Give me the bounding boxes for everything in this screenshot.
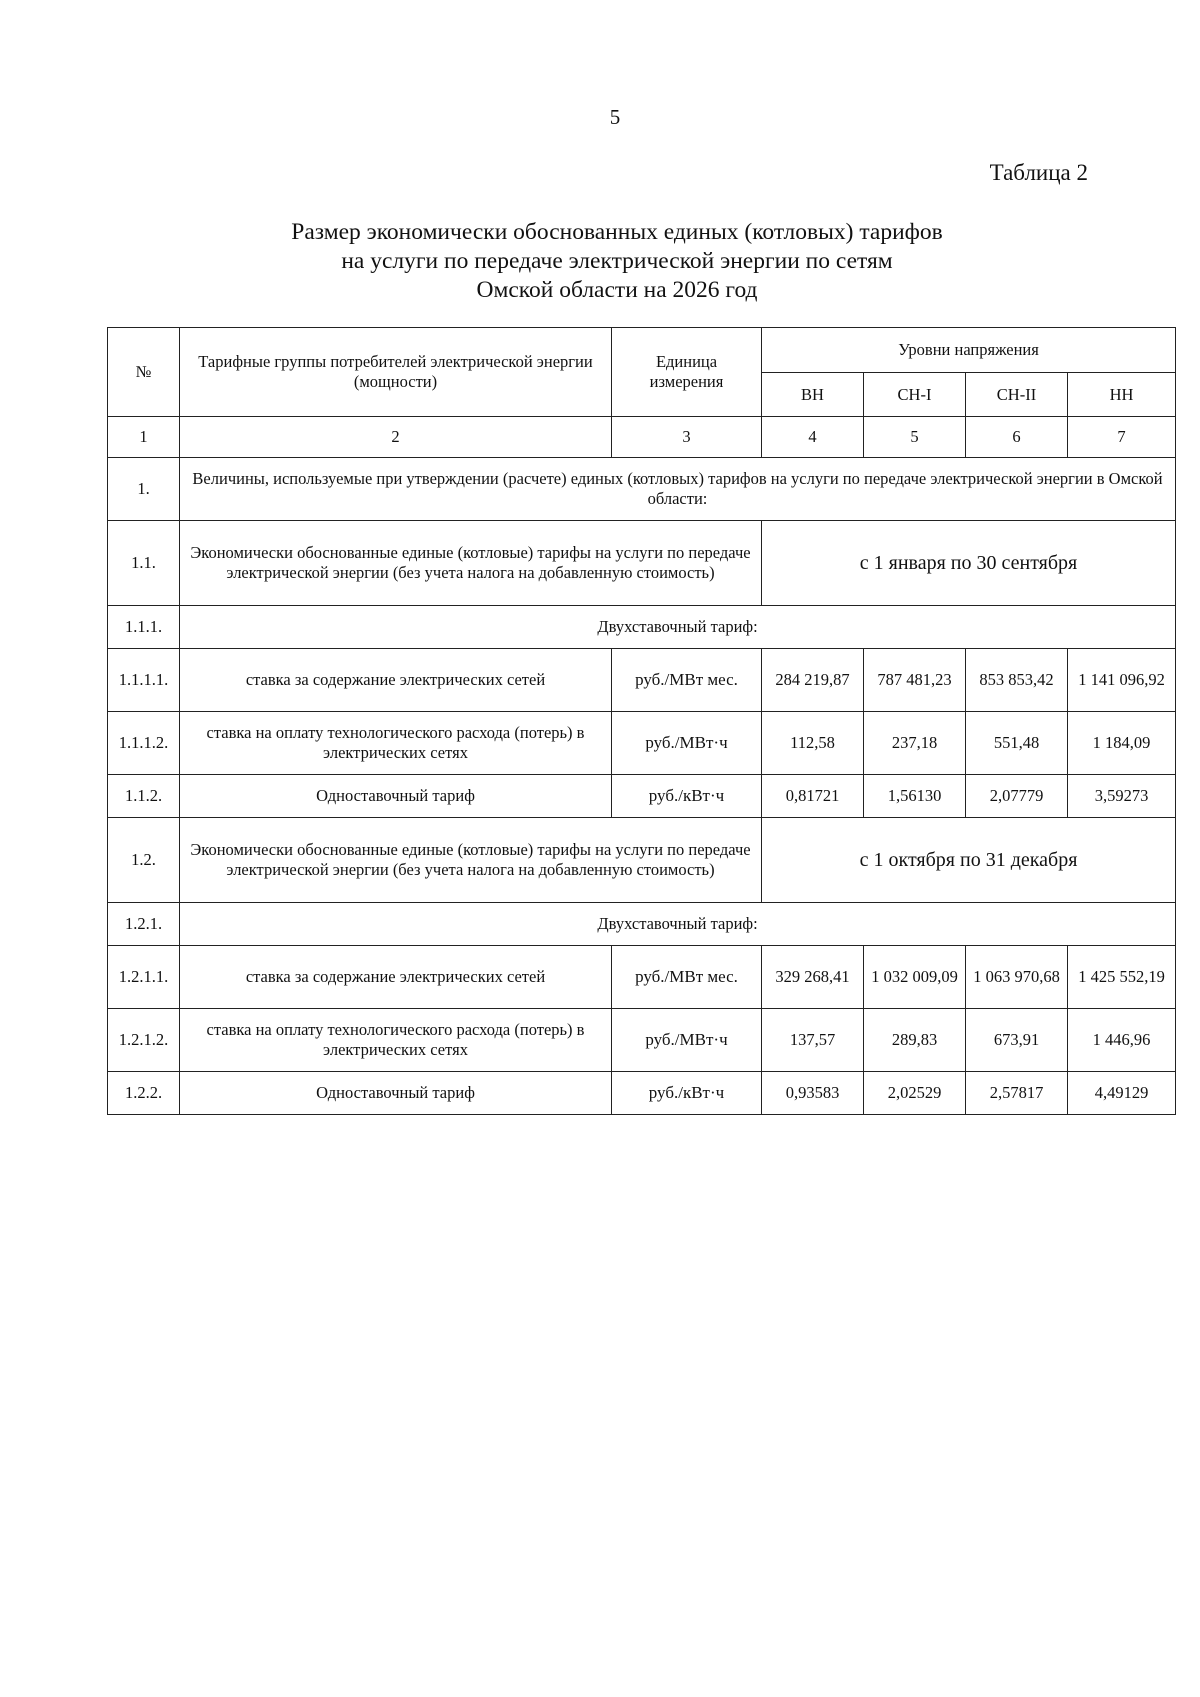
table-row: [108, 649, 1176, 712]
value-sn2: 1 063 970,68: [966, 946, 1068, 1009]
header-unit: Единица измерения: [612, 328, 762, 417]
header-vn: ВН: [762, 373, 864, 417]
row-unit: руб./МВт·ч: [612, 1009, 762, 1072]
row-text: Величины, используемые при утверждении (расчете) единых (котловых) тарифов на услуги по передаче электрической энергии в Омской области:: [180, 458, 1176, 521]
row-code: 1.2.1.1.: [108, 946, 180, 1009]
value-sn2: 2,07779: [966, 775, 1068, 818]
table-row: [108, 1072, 1176, 1115]
row-text: ставка за содержание электрических сетей: [180, 649, 612, 712]
row-code: 1.1.: [108, 521, 180, 606]
column-number: 3: [612, 417, 762, 458]
table-header-row: [108, 328, 1176, 373]
period-cell: с 1 января по 30 сентября: [762, 521, 1176, 606]
value-nn: 1 141 096,92: [1068, 649, 1176, 712]
column-number: 7: [1068, 417, 1176, 458]
column-number: 5: [864, 417, 966, 458]
row-text: ставка на оплату технологического расхода (потерь) в электрических сетях: [180, 1009, 612, 1072]
value-sn1: 289,83: [864, 1009, 966, 1072]
value-vn: 112,58: [762, 712, 864, 775]
row-code: 1.2.1.2.: [108, 1009, 180, 1072]
table-row: [108, 712, 1176, 775]
title-line-2: на услуги по передаче электрической энергии по сетям: [341, 248, 893, 274]
row-text: Двухставочный тариф:: [180, 903, 1176, 946]
table-row: [108, 946, 1176, 1009]
value-sn1: 1 032 009,09: [864, 946, 966, 1009]
value-nn: 1 184,09: [1068, 712, 1176, 775]
row-text: ставка на оплату технологического расхода (потерь) в электрических сетях: [180, 712, 612, 775]
table-row: [108, 818, 1176, 903]
page-number: 5: [609, 105, 621, 129]
header-nn: НН: [1068, 373, 1176, 417]
table-row: [108, 458, 1176, 521]
column-number: 4: [762, 417, 864, 458]
value-nn: 1 425 552,19: [1068, 946, 1176, 1009]
row-code: 1.: [108, 458, 180, 521]
header-no: №: [108, 328, 180, 417]
value-sn2: 551,48: [966, 712, 1068, 775]
value-vn: 0,81721: [762, 775, 864, 818]
header-sn2: СН-II: [966, 373, 1068, 417]
value-nn: 4,49129: [1068, 1072, 1176, 1115]
title-line-1: Размер экономически обоснованных единых (котловых) тарифов: [291, 219, 943, 245]
period-cell: с 1 октября по 31 декабря: [762, 818, 1176, 903]
header-voltage-levels: Уровни напряжения: [762, 328, 1176, 373]
document-title: [0, 218, 1200, 305]
column-number-row: [108, 417, 1176, 458]
row-unit: руб./кВт·ч: [612, 1072, 762, 1115]
row-text: Одноставочный тариф: [180, 1072, 612, 1115]
row-text: Экономически обоснованные единые (котловые) тарифы на услуги по передаче электрической энергии (без учета налога на добавленную стоимость): [180, 818, 762, 903]
value-vn: 284 219,87: [762, 649, 864, 712]
value-sn1: 1,56130: [864, 775, 966, 818]
value-sn2: 673,91: [966, 1009, 1068, 1072]
column-number: 2: [180, 417, 612, 458]
value-sn1: 2,02529: [864, 1072, 966, 1115]
header-sn1: СН-I: [864, 373, 966, 417]
row-text: Одноставочный тариф: [180, 775, 612, 818]
row-code: 1.2.1.: [108, 903, 180, 946]
column-number: 6: [966, 417, 1068, 458]
row-text: ставка за содержание электрических сетей: [180, 946, 612, 1009]
value-vn: 137,57: [762, 1009, 864, 1072]
table-row: [108, 1009, 1176, 1072]
table-row: [108, 521, 1176, 606]
value-sn1: 237,18: [864, 712, 966, 775]
row-unit: руб./МВт мес.: [612, 649, 762, 712]
table-row: [108, 606, 1176, 649]
table-row: [108, 775, 1176, 818]
value-nn: 3,59273: [1068, 775, 1176, 818]
tariff-table: [107, 327, 1176, 1115]
value-vn: 329 268,41: [762, 946, 864, 1009]
value-vn: 0,93583: [762, 1072, 864, 1115]
value-nn: 1 446,96: [1068, 1009, 1176, 1072]
title-line-3: Омской области на 2026 год: [476, 277, 758, 303]
row-text: Двухставочный тариф:: [180, 606, 1176, 649]
row-text: Экономически обоснованные единые (котловые) тарифы на услуги по передаче электрической энергии (без учета налога на добавленную стоимость): [180, 521, 762, 606]
table-row: [108, 903, 1176, 946]
table-label: Таблица 2: [989, 160, 1088, 185]
row-unit: руб./кВт·ч: [612, 775, 762, 818]
column-number: 1: [108, 417, 180, 458]
row-unit: руб./МВт·ч: [612, 712, 762, 775]
row-code: 1.1.2.: [108, 775, 180, 818]
value-sn1: 787 481,23: [864, 649, 966, 712]
row-unit: руб./МВт мес.: [612, 946, 762, 1009]
row-code: 1.2.2.: [108, 1072, 180, 1115]
row-code: 1.1.1.: [108, 606, 180, 649]
row-code: 1.2.: [108, 818, 180, 903]
row-code: 1.1.1.1.: [108, 649, 180, 712]
value-sn2: 2,57817: [966, 1072, 1068, 1115]
value-sn2: 853 853,42: [966, 649, 1068, 712]
row-code: 1.1.1.2.: [108, 712, 180, 775]
header-group: Тарифные группы потребителей электрической энергии (мощности): [180, 328, 612, 417]
